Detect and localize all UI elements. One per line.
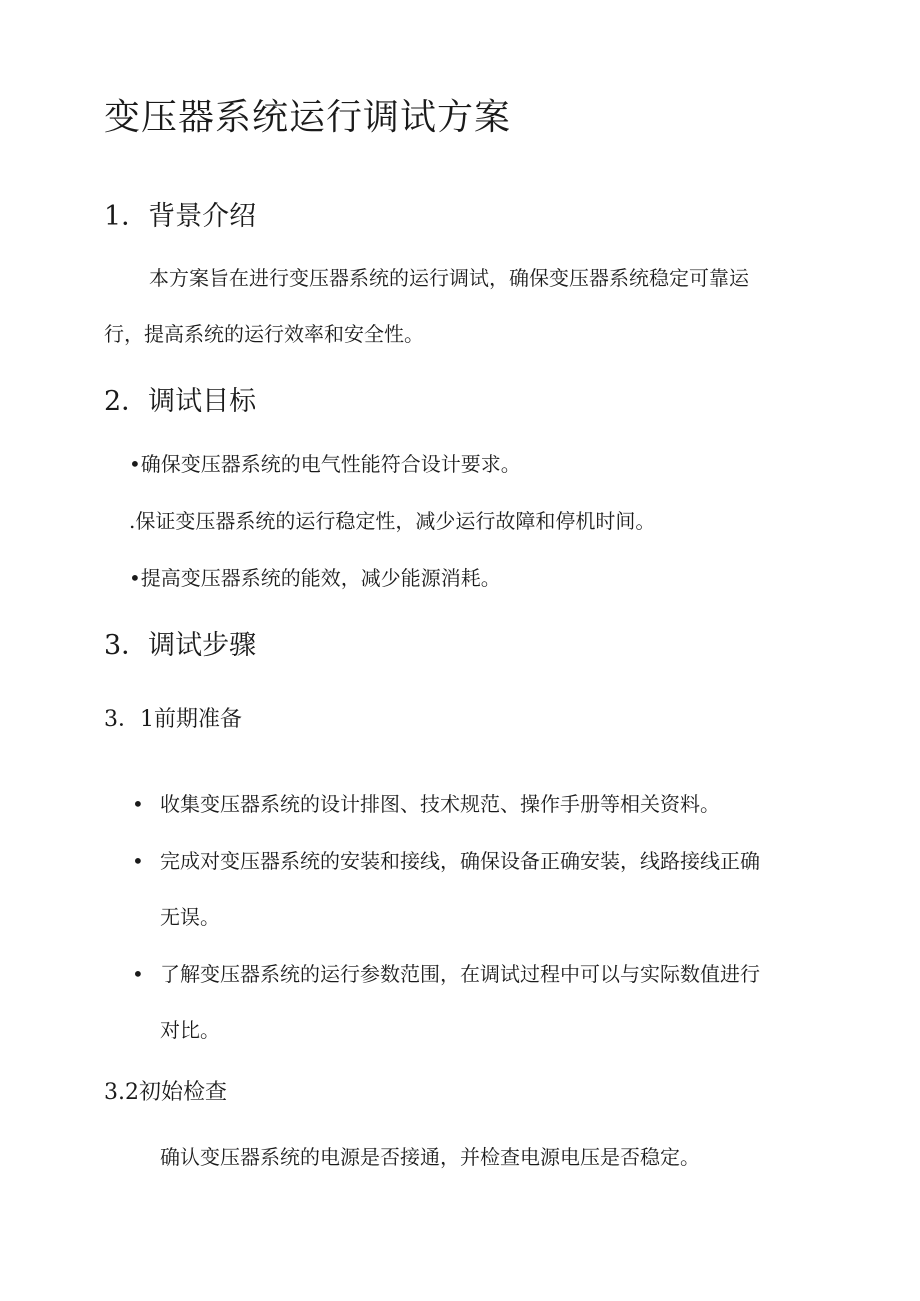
bullet-dot-icon: •	[132, 792, 144, 816]
bullet-3-line-1: 了解变压器系统的运行参数范围，在调试过程中可以与实际数值进行	[160, 962, 760, 986]
bullet-2-line-2: 无误。	[160, 905, 220, 929]
section-2-item-1: •确保变压器系统的电气性能符合设计要求。	[129, 452, 521, 476]
section-3-heading: 3．调试步骤	[104, 630, 257, 661]
bullet-2-line-1: 完成对变压器系统的安装和接线，确保设备正确安装，线路接线正确	[160, 849, 760, 873]
bullet-dot-icon: •	[132, 849, 144, 873]
section-2-heading: 2．调试目标	[104, 386, 257, 417]
section-1-paragraph-line-2: 行，提高系统的运行效率和安全性。	[104, 322, 424, 346]
document-title: 变压器系统运行调试方案	[104, 97, 512, 138]
subsection-3-1-heading: 3．1前期准备	[104, 707, 242, 732]
section-1-paragraph-line-1: 本方案旨在进行变压器系统的运行调试，确保变压器系统稳定可靠运	[149, 266, 749, 290]
bullet-1-line-1: 收集变压器系统的设计排图、技术规范、操作手册等相关资料。	[160, 792, 720, 816]
section-2-item-3: •提高变压器系统的能效，减少能源消耗。	[129, 566, 501, 590]
section-2-item-2: .保证变压器系统的运行稳定性，减少运行故障和停机时间。	[129, 509, 656, 533]
bullet-dot-icon: •	[132, 962, 144, 986]
section-1-heading: 1．背景介绍	[104, 201, 257, 232]
bullet-3-line-2: 对比。	[160, 1018, 220, 1042]
subsection-3-2-heading: 3.2初始检查	[104, 1080, 227, 1105]
subsection-3-2-paragraph: 确认变压器系统的电源是否接通，并检查电源电压是否稳定。	[160, 1145, 700, 1169]
